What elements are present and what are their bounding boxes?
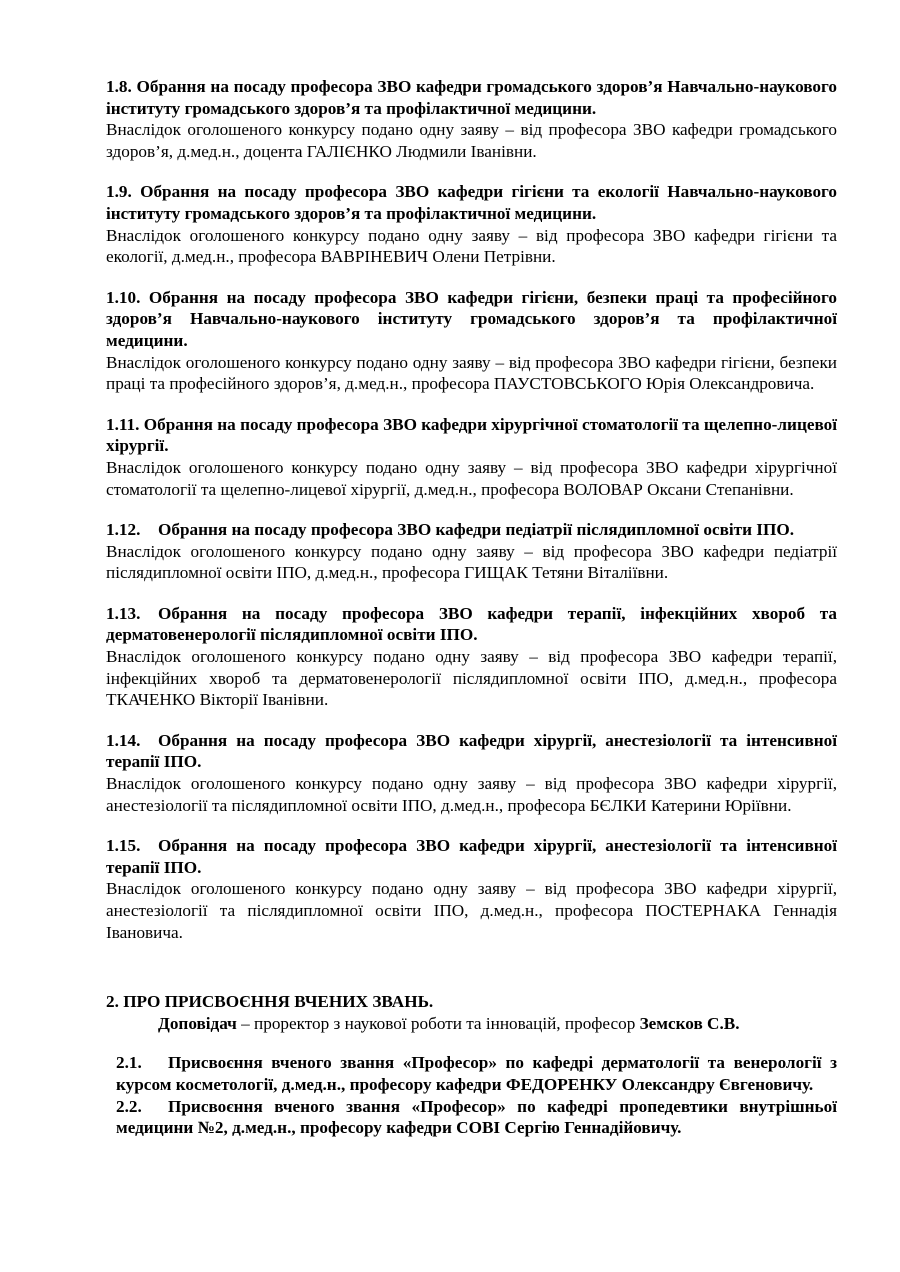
award-list	[116, 1052, 837, 1138]
item-body: Внаслідок оголошеного конкурсу подано одну заяву – від професора ЗВО кафедри громадського здоров’я, д.мед.н., доцента ГАЛІЄНКО Людмили Іванівни.	[106, 120, 837, 161]
item-number: 1.9.	[106, 182, 132, 202]
agenda-item-1-10	[106, 287, 837, 395]
agenda-item-1-13	[106, 603, 837, 711]
item-title-text: Обрання на посаду професора ЗВО кафедри педіатрії післядипломної освіти ІПО.	[158, 520, 795, 540]
item-number: 1.11.	[106, 414, 140, 434]
item-title	[106, 181, 837, 224]
item-number: 1.15.	[106, 836, 141, 856]
award-item-2-1	[116, 1052, 837, 1095]
speaker-name: Земсков С.В.	[639, 1013, 740, 1033]
speaker-line	[158, 1013, 837, 1035]
speaker-role: – проректор з наукової роботи та інновацій, професор	[236, 1013, 640, 1033]
item-body: Внаслідок оголошеного конкурсу подано одну заяву – від професора ЗВО кафедри гігієни, безпеки праці та професійного здоров’я, д.мед.н., професора ПАУСТОВСЬКОГО Юрія Олександровича.	[106, 352, 837, 394]
item-number: 1.10.	[106, 287, 141, 307]
agenda-item-1-8	[106, 76, 837, 162]
item-number: 1.8.	[106, 77, 132, 96]
agenda-item-1-9	[106, 181, 837, 267]
item-title-text: Обрання на посаду професора ЗВО кафедри громадського здоров’я Навчально-наукового інституту громадського здоров’я та профілактичної медицини.	[106, 77, 837, 118]
item-title-text: Обрання на посаду професора ЗВО кафедри гігієни, безпеки праці та професійного здоров’я Навчально-наукового інституту громадського здоров’я та профілактичної медицини.	[106, 287, 837, 350]
award-number: 2.1.	[116, 1053, 142, 1073]
agenda-item-1-12	[106, 519, 837, 584]
item-title	[106, 76, 837, 119]
item-title	[106, 603, 837, 646]
item-title	[106, 835, 837, 878]
item-body: Внаслідок оголошеного конкурсу подано одну заяву – від професора ЗВО кафедри педіатрії післядипломної освіти ІПО, д.мед.н., професора ГИЩАК Тетяни Віталіївни.	[106, 541, 837, 583]
item-title	[106, 287, 837, 352]
item-body: Внаслідок оголошеного конкурсу подано одну заяву – від професора ЗВО кафедри терапії, інфекційних хвороб та дерматовенерології післядипломної освіти ІПО, д.мед.н., професора ТКАЧЕНКО Вікторії Іванівни.	[106, 647, 837, 710]
item-body: Внаслідок оголошеного конкурсу подано одну заяву – від професора ЗВО кафедри хірургії, анестезіології та післядипломної освіти ІПО, д.мед.н., професора БЄЛКИ Катерини Юріївни.	[106, 774, 837, 815]
document-page	[106, 76, 837, 1139]
item-body: Внаслідок оголошеного конкурсу подано одну заяву – від професора ЗВО кафедри гігієни та екології, д.мед.н., професора ВАВРІНЕВИЧ Олени Петрівни.	[106, 225, 837, 267]
item-title-text: Обрання на посаду професора ЗВО кафедри хірургічної стоматології та щелепно-лицевої хірургії.	[106, 414, 838, 456]
item-number: 1.14.	[106, 730, 141, 750]
item-title-text: Обрання на посаду професора ЗВО кафедри хірургії, анестезіології та інтенсивної терапії ІПО.	[106, 836, 837, 877]
item-body: Внаслідок оголошеного конкурсу подано одну заяву – від професора ЗВО кафедри хірургічної стоматології та щелепно-лицевої хірургії, д.мед.н., професора ВОЛОВАР Оксани Степанівни.	[106, 457, 837, 499]
agenda-item-1-11	[106, 414, 837, 500]
item-title-text: Обрання на посаду професора ЗВО кафедри хірургії, анестезіології та інтенсивної терапії ІПО.	[106, 730, 837, 772]
item-title	[106, 414, 837, 457]
section-heading: 2. ПРО ПРИСВОЄННЯ ВЧЕНИХ ЗВАНЬ.	[106, 992, 434, 1012]
item-title-text: Обрання на посаду професора ЗВО кафедри терапії, інфекційних хвороб та дерматовенерології післядипломної освіти ІПО.	[106, 603, 837, 645]
speaker-label: Доповідач	[158, 1013, 237, 1033]
section-2	[106, 991, 837, 1139]
item-title-text: Обрання на посаду професора ЗВО кафедри гігієни та екології Навчально-наукового інституту громадського здоров’я та профілактичної медицини.	[106, 182, 838, 223]
item-title	[106, 730, 837, 773]
item-body: Внаслідок оголошеного конкурсу подано одну заяву – від професора ЗВО кафедри хірургії, анестезіології та післядипломної освіти ІПО, д.мед.н., професора ПОСТЕРНАКА Геннадія Івановича.	[106, 879, 837, 942]
award-text: Присвоєння вченого звання «Професор» по кафедрі дерматології та венерології з курсом косметології, д.мед.н., професору кафедри ФЕДОРЕНКУ Олександру Євгеновичу.	[116, 1053, 837, 1094]
award-number: 2.2.	[116, 1096, 142, 1116]
award-text: Присвоєння вченого звання «Професор» по кафедрі пропедевтики внутрішньої медицини №2, д.мед.н., професору кафедри СОВІ Сергію Геннадійовичу.	[116, 1096, 837, 1138]
item-number: 1.12.	[106, 520, 141, 540]
item-number: 1.13.	[106, 603, 141, 623]
item-title	[106, 519, 837, 541]
agenda-item-1-14	[106, 730, 837, 816]
agenda-item-1-15	[106, 835, 837, 943]
award-item-2-2	[116, 1096, 837, 1139]
